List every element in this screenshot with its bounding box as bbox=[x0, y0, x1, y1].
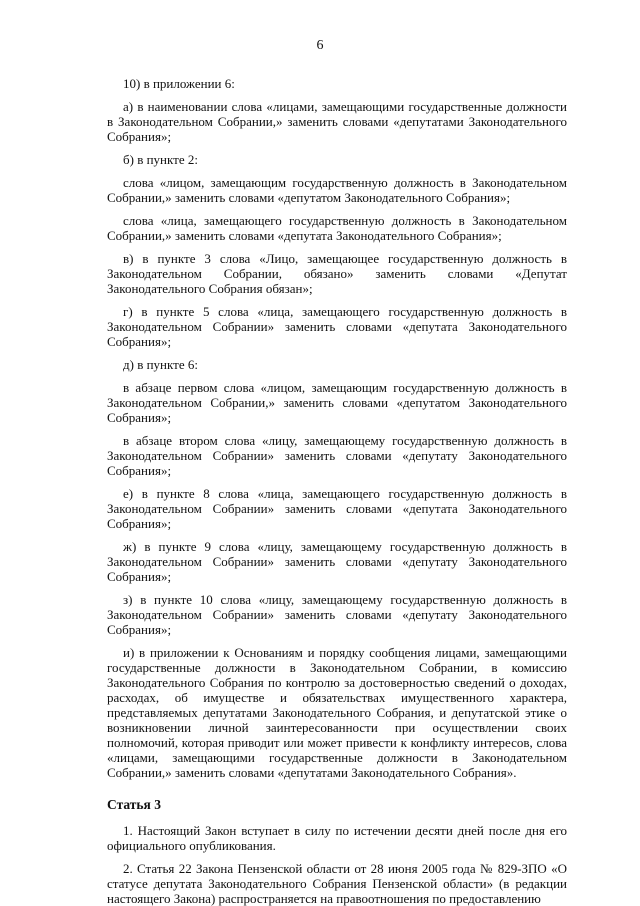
subitem-b-text-2: слова «лица, замещающего государственную должность в Законодательном Собрании,» заменить словами «депутата Законодательного Собрания»; bbox=[107, 213, 567, 243]
subitem-b-text-1: слова «лицом, замещающим государственную должность в Законодательном Собрании,» заменить словами «депутатом Законодательного Собрания»; bbox=[107, 175, 567, 205]
subitem-g: г) в пункте 5 слова «лица, замещающего государственную должность в Законодательном Собрании» заменить словами «депутата Законодательного Собрания»; bbox=[107, 304, 567, 349]
article-heading: Статья 3 bbox=[107, 797, 161, 812]
subitem-z: з) в пункте 10 слова «лицу, замещающему государственную должность в Законодательном Собрании» заменить словами «депутату Законодательного Собрания»; bbox=[107, 592, 567, 637]
subitem-d-text-1: в абзаце первом слова «лицом, замещающим государственную должность в Законодательном Собрании,» заменить словами «депутатом Законодательного Собрания»; bbox=[107, 380, 567, 425]
subitem-e: е) в пункте 8 слова «лица, замещающего государственную должность в Законодательном Собрании» заменить словами «депутата Законодательного Собрания»; bbox=[107, 486, 567, 531]
page-number: 6 bbox=[316, 38, 324, 53]
article-paragraph-2: 2. Статья 22 Закона Пензенской области от 28 июня 2005 года № 829-ЗПО «О статусе депутата Законодательного Собрания Пензенской области» (в редакции настоящего Закона) распространяется на правоотношения по предоставлению bbox=[107, 861, 567, 906]
document-body bbox=[107, 76, 567, 906]
subitem-zh: ж) в пункте 9 слова «лицу, замещающему государственную должность в Законодательном Собрании» заменить словами «депутату Законодательного Собрания»; bbox=[107, 539, 567, 584]
article-paragraph-1: 1. Настоящий Закон вступает в силу по истечении десяти дней после дня его официального опубликования. bbox=[107, 823, 567, 853]
subitem-i: и) в приложении к Основаниям и порядку сообщения лицами, замещающими государственные должности в Законодательном Собрании, в комиссию Законодательного Собрания по контролю за достоверностью сведений о доходах, расходах, об имуществе и обязательствах имущественного характера, представляемых депутатами Законодательного Собрания, и депутатской этике о возникновении личной заинтересованности при осуществлении своих полномочий, которая приводит или может привести к конфликту интересов, слова «лицами, замещающими государственные должности в Законодательном Собрании,» заменить словами «депутатами Законодательного Собрания». bbox=[107, 645, 567, 780]
list-item-10: 10) в приложении 6: bbox=[123, 76, 235, 91]
subitem-v: в) в пункте 3 слова «Лицо, замещающее государственную должность в Законодательном Собрании, обязано» заменить словами «Депутат Законодательного Собрания обязан»; bbox=[107, 251, 567, 296]
subitem-d: д) в пункте 6: bbox=[123, 357, 198, 372]
subitem-a: а) в наименовании слова «лицами, замещающими государственные должности в Законодательном Собрании,» заменить словами «депутатами Законодательного Собрания»; bbox=[107, 99, 567, 144]
subitem-d-text-2: в абзаце втором слова «лицу, замещающему государственную должность в Законодательном Собрании» заменить словами «депутату Законодательного Собрания»; bbox=[107, 433, 567, 478]
subitem-b: б) в пункте 2: bbox=[123, 152, 198, 167]
